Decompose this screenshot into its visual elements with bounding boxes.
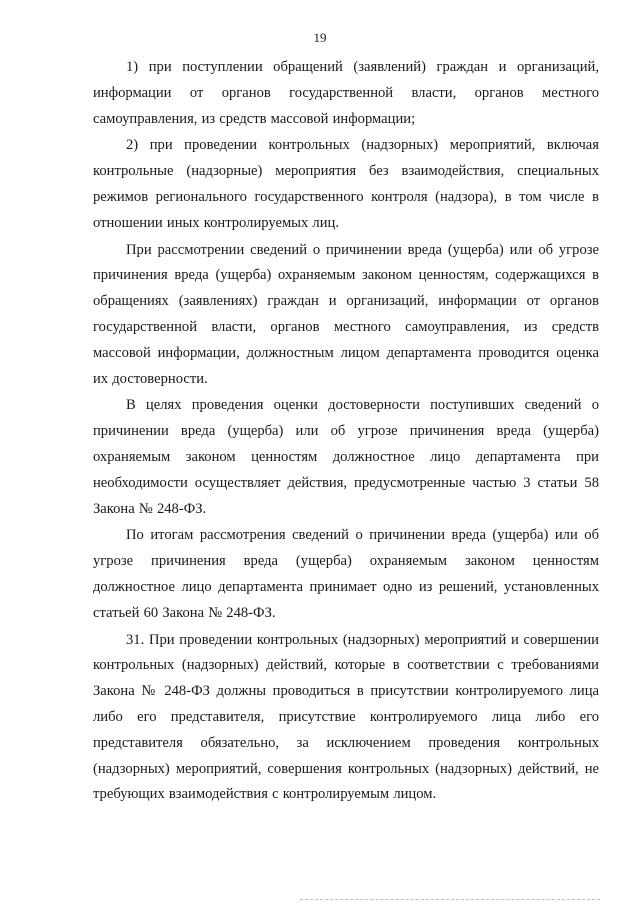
paragraph-item-2: 2) при проведении контрольных (надзорных) мероприятий, включая контрольные (надзорные) мероприятия без взаимодействия, специальных режимов регионального государственного контроля (надзора), в том числе в отношении иных контролируемых лиц. <box>93 137 599 231</box>
paragraph-decision: По итогам рассмотрения сведений о причинении вреда (ущерба) или об угрозе причинения вреда (ущерба) охраняемым законом ценностям должностное лицо департамента принимает одно из решений, установленных статьей 60 Закона № 248-ФЗ. <box>93 527 599 621</box>
document-body <box>93 55 599 809</box>
paragraph-item-1: 1) при поступлении обращений (заявлений) граждан и организаций, информации от органов государственной власти, органов местного самоуправления, из средств массовой информации; <box>93 59 599 127</box>
page-number: 19 <box>313 30 327 45</box>
paragraph-clause-31: 31. При проведении контрольных (надзорных) мероприятий и совершении контрольных (надзорных) действий, которые в соответствии с требованиями Закона № 248-ФЗ должны проводиться в присутствии контролируемого лица либо его представителя, присутствие контролируемого лица либо его представителя обязательно, за исключением проведения контрольных (надзорных) мероприятий, совершения контрольных (надзорных) действий, не требующих взаимодействия с контролируемым лицом. <box>93 631 599 803</box>
paragraph-assessment: При рассмотрении сведений о причинении вреда (ущерба) или об угрозе причинения вреда (ущерба) охраняемым законом ценностям, содержащихся в обращениях (заявлениях) граждан и организаций, информации от органов государственной власти, органов местного самоуправления, из средств массовой информации, должностным лицом департамента проводится оценка их достоверности. <box>93 241 599 387</box>
page-bottom-rule <box>300 899 600 900</box>
paragraph-verification: В целях проведения оценки достоверности поступивших сведений о причинении вреда (ущерба) или об угрозе причинения вреда (ущерба) охраняемым законом ценностям должностное лицо департамента при необходимости осуществляет действия, предусмотренные частью 3 статьи 58 Закона № 248-ФЗ. <box>93 397 599 517</box>
